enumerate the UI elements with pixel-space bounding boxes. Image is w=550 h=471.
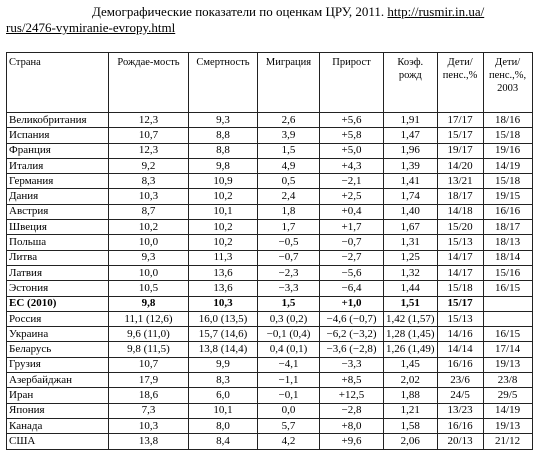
migration-cell: −0,1 (0,4) bbox=[258, 327, 320, 342]
table-row bbox=[7, 113, 533, 128]
death-rate-cell: 15,7 (14,6) bbox=[189, 327, 258, 342]
country-cell: Грузия bbox=[7, 357, 109, 372]
table-row bbox=[7, 403, 533, 418]
page-heading bbox=[6, 4, 546, 36]
birth-rate-cell: 13,8 bbox=[109, 434, 189, 449]
fertility-cell: 1,32 bbox=[384, 265, 438, 280]
migration-cell: 2,6 bbox=[258, 113, 320, 128]
children-pensioners-2003-cell: 21/12 bbox=[483, 434, 532, 449]
growth-cell: −6,2 (−3,2) bbox=[320, 327, 384, 342]
death-rate-cell: 6,0 bbox=[189, 388, 258, 403]
death-rate-cell: 10,2 bbox=[189, 235, 258, 250]
birth-rate-cell: 10,7 bbox=[109, 128, 189, 143]
country-cell: Латвия bbox=[7, 265, 109, 280]
children-pensioners-cell: 15/17 bbox=[437, 296, 483, 311]
migration-cell: −4,1 bbox=[258, 357, 320, 372]
birth-rate-cell: 9,6 (11,0) bbox=[109, 327, 189, 342]
header-birth-rate: Рождае-мость bbox=[109, 53, 189, 113]
source-link-part1[interactable]: http://rusmir.in.ua/ bbox=[387, 4, 485, 19]
table-row bbox=[7, 311, 533, 326]
growth-cell: +5,6 bbox=[320, 113, 384, 128]
country-cell: Иран bbox=[7, 388, 109, 403]
children-pensioners-2003-cell: 23/8 bbox=[483, 373, 532, 388]
children-pensioners-2003-cell: 14/19 bbox=[483, 158, 532, 173]
country-cell: Швеция bbox=[7, 220, 109, 235]
header-migration: Миграция bbox=[258, 53, 320, 113]
death-rate-cell: 16,0 (13,5) bbox=[189, 311, 258, 326]
migration-cell: 3,9 bbox=[258, 128, 320, 143]
growth-cell: +8,0 bbox=[320, 418, 384, 433]
birth-rate-cell: 10,7 bbox=[109, 357, 189, 372]
children-pensioners-cell: 14/16 bbox=[437, 327, 483, 342]
table-header bbox=[7, 53, 533, 113]
children-pensioners-2003-cell: 18/13 bbox=[483, 235, 532, 250]
children-pensioners-cell: 13/21 bbox=[437, 174, 483, 189]
children-pensioners-2003-cell: 15/18 bbox=[483, 128, 532, 143]
country-cell: Япония bbox=[7, 403, 109, 418]
fertility-cell: 1,31 bbox=[384, 235, 438, 250]
fertility-cell: 1,96 bbox=[384, 143, 438, 158]
fertility-cell: 1,58 bbox=[384, 418, 438, 433]
death-rate-cell: 13,8 (14,4) bbox=[189, 342, 258, 357]
growth-cell: +5,8 bbox=[320, 128, 384, 143]
table-row bbox=[7, 158, 533, 173]
migration-cell: 1,5 bbox=[258, 296, 320, 311]
growth-cell: +12,5 bbox=[320, 388, 384, 403]
fertility-cell: 1,40 bbox=[384, 204, 438, 219]
children-pensioners-2003-cell: 19/15 bbox=[483, 189, 532, 204]
table-row bbox=[7, 296, 533, 311]
fertility-cell: 1,39 bbox=[384, 158, 438, 173]
migration-cell: 1,5 bbox=[258, 143, 320, 158]
children-pensioners-cell: 14/17 bbox=[437, 250, 483, 265]
table-row bbox=[7, 250, 533, 265]
country-cell: США bbox=[7, 434, 109, 449]
table-row bbox=[7, 128, 533, 143]
death-rate-cell: 11,3 bbox=[189, 250, 258, 265]
children-pensioners-cell: 14/20 bbox=[437, 158, 483, 173]
birth-rate-cell: 8,7 bbox=[109, 204, 189, 219]
birth-rate-cell: 17,9 bbox=[109, 373, 189, 388]
death-rate-cell: 8,8 bbox=[189, 143, 258, 158]
country-cell: Канада bbox=[7, 418, 109, 433]
children-pensioners-cell: 19/17 bbox=[437, 143, 483, 158]
header-fertility: Коэф. рожд bbox=[384, 53, 438, 113]
growth-cell: +4,3 bbox=[320, 158, 384, 173]
birth-rate-cell: 7,3 bbox=[109, 403, 189, 418]
death-rate-cell: 8,0 bbox=[189, 418, 258, 433]
growth-cell: +2,5 bbox=[320, 189, 384, 204]
country-cell: Австрия bbox=[7, 204, 109, 219]
death-rate-cell: 10,2 bbox=[189, 189, 258, 204]
growth-cell: −3,6 (−2,8) bbox=[320, 342, 384, 357]
growth-cell: −5,6 bbox=[320, 265, 384, 280]
death-rate-cell: 9,3 bbox=[189, 113, 258, 128]
fertility-cell: 1,26 (1,49) bbox=[384, 342, 438, 357]
fertility-cell: 1,25 bbox=[384, 250, 438, 265]
country-cell: Эстония bbox=[7, 281, 109, 296]
header-row bbox=[7, 53, 533, 113]
country-cell: Литва bbox=[7, 250, 109, 265]
fertility-cell: 1,47 bbox=[384, 128, 438, 143]
fertility-cell: 2,02 bbox=[384, 373, 438, 388]
growth-cell: +0,4 bbox=[320, 204, 384, 219]
table-row bbox=[7, 388, 533, 403]
table-row bbox=[7, 235, 533, 250]
children-pensioners-cell: 17/17 bbox=[437, 113, 483, 128]
table-body bbox=[7, 113, 533, 450]
migration-cell: −0,7 bbox=[258, 250, 320, 265]
migration-cell: −2,3 bbox=[258, 265, 320, 280]
migration-cell: 4,2 bbox=[258, 434, 320, 449]
table-row bbox=[7, 434, 533, 449]
children-pensioners-2003-cell bbox=[483, 311, 532, 326]
death-rate-cell: 8,3 bbox=[189, 373, 258, 388]
fertility-cell: 1,28 (1,45) bbox=[384, 327, 438, 342]
fertility-cell: 1,41 bbox=[384, 174, 438, 189]
children-pensioners-cell: 15/20 bbox=[437, 220, 483, 235]
fertility-cell: 1,21 bbox=[384, 403, 438, 418]
growth-cell: +1,7 bbox=[320, 220, 384, 235]
children-pensioners-2003-cell: 15/18 bbox=[483, 174, 532, 189]
children-pensioners-2003-cell: 18/14 bbox=[483, 250, 532, 265]
table-row bbox=[7, 357, 533, 372]
migration-cell: 2,4 bbox=[258, 189, 320, 204]
table-row bbox=[7, 418, 533, 433]
growth-cell: −6,4 bbox=[320, 281, 384, 296]
children-pensioners-2003-cell: 29/5 bbox=[483, 388, 532, 403]
death-rate-cell: 13,6 bbox=[189, 281, 258, 296]
children-pensioners-cell: 23/6 bbox=[437, 373, 483, 388]
children-pensioners-cell: 16/16 bbox=[437, 357, 483, 372]
children-pensioners-cell: 13/23 bbox=[437, 403, 483, 418]
migration-cell: −1,1 bbox=[258, 373, 320, 388]
death-rate-cell: 8,8 bbox=[189, 128, 258, 143]
children-pensioners-cell: 14/17 bbox=[437, 265, 483, 280]
children-pensioners-cell: 15/18 bbox=[437, 281, 483, 296]
death-rate-cell: 10,3 bbox=[189, 296, 258, 311]
migration-cell: 0,3 (0,2) bbox=[258, 311, 320, 326]
heading-text: Демографические показатели по оценкам ЦРУ, 2011. bbox=[92, 4, 385, 19]
migration-cell: 0,4 (0,1) bbox=[258, 342, 320, 357]
children-pensioners-2003-cell: 15/16 bbox=[483, 265, 532, 280]
children-pensioners-cell: 24/5 bbox=[437, 388, 483, 403]
children-pensioners-2003-cell: 16/16 bbox=[483, 204, 532, 219]
children-pensioners-2003-cell: 18/17 bbox=[483, 220, 532, 235]
migration-cell: −0,1 bbox=[258, 388, 320, 403]
death-rate-cell: 10,9 bbox=[189, 174, 258, 189]
migration-cell: 0,0 bbox=[258, 403, 320, 418]
fertility-cell: 2,06 bbox=[384, 434, 438, 449]
children-pensioners-cell: 15/17 bbox=[437, 128, 483, 143]
children-pensioners-cell: 15/13 bbox=[437, 311, 483, 326]
country-cell: Италия bbox=[7, 158, 109, 173]
migration-cell: 4,9 bbox=[258, 158, 320, 173]
header-children-pensioners-2003: Дети/ пенс.,%, 2003 bbox=[483, 53, 532, 113]
header-death-rate: Смертность bbox=[189, 53, 258, 113]
country-cell: Великобритания bbox=[7, 113, 109, 128]
country-cell: ЕС (2010) bbox=[7, 296, 109, 311]
country-cell: Россия bbox=[7, 311, 109, 326]
country-cell: Испания bbox=[7, 128, 109, 143]
table-row bbox=[7, 327, 533, 342]
children-pensioners-2003-cell bbox=[483, 296, 532, 311]
growth-cell: −2,7 bbox=[320, 250, 384, 265]
table-row bbox=[7, 174, 533, 189]
birth-rate-cell: 11,1 (12,6) bbox=[109, 311, 189, 326]
fertility-cell: 1,44 bbox=[384, 281, 438, 296]
fertility-cell: 1,88 bbox=[384, 388, 438, 403]
fertility-cell: 1,45 bbox=[384, 357, 438, 372]
country-cell: Беларусь bbox=[7, 342, 109, 357]
children-pensioners-2003-cell: 16/15 bbox=[483, 281, 532, 296]
birth-rate-cell: 9,2 bbox=[109, 158, 189, 173]
fertility-cell: 1,67 bbox=[384, 220, 438, 235]
birth-rate-cell: 10,0 bbox=[109, 265, 189, 280]
demographics-table bbox=[6, 52, 533, 450]
fertility-cell: 1,42 (1,57) bbox=[384, 311, 438, 326]
death-rate-cell: 10,1 bbox=[189, 403, 258, 418]
migration-cell: 1,8 bbox=[258, 204, 320, 219]
birth-rate-cell: 10,5 bbox=[109, 281, 189, 296]
death-rate-cell: 10,1 bbox=[189, 204, 258, 219]
children-pensioners-2003-cell: 14/19 bbox=[483, 403, 532, 418]
migration-cell: −3,3 bbox=[258, 281, 320, 296]
birth-rate-cell: 10,3 bbox=[109, 418, 189, 433]
growth-cell: −4,6 (−0,7) bbox=[320, 311, 384, 326]
death-rate-cell: 9,9 bbox=[189, 357, 258, 372]
growth-cell: +8,5 bbox=[320, 373, 384, 388]
growth-cell: −0,7 bbox=[320, 235, 384, 250]
table-row bbox=[7, 342, 533, 357]
fertility-cell: 1,91 bbox=[384, 113, 438, 128]
fertility-cell: 1,74 bbox=[384, 189, 438, 204]
growth-cell: −3,3 bbox=[320, 357, 384, 372]
country-cell: Германия bbox=[7, 174, 109, 189]
birth-rate-cell: 9,3 bbox=[109, 250, 189, 265]
header-children-pensioners: Дети/ пенс.,% bbox=[437, 53, 483, 113]
table-row bbox=[7, 281, 533, 296]
header-country: Страна bbox=[7, 53, 109, 113]
source-link-part2[interactable]: rus/2476-vymiranie-evropy.html bbox=[6, 20, 176, 35]
children-pensioners-cell: 20/13 bbox=[437, 434, 483, 449]
children-pensioners-2003-cell: 18/16 bbox=[483, 113, 532, 128]
children-pensioners-2003-cell: 19/13 bbox=[483, 418, 532, 433]
growth-cell: −2,8 bbox=[320, 403, 384, 418]
children-pensioners-cell: 15/13 bbox=[437, 235, 483, 250]
birth-rate-cell: 12,3 bbox=[109, 143, 189, 158]
children-pensioners-2003-cell: 16/15 bbox=[483, 327, 532, 342]
children-pensioners-2003-cell: 19/16 bbox=[483, 143, 532, 158]
birth-rate-cell: 10,2 bbox=[109, 220, 189, 235]
death-rate-cell: 9,8 bbox=[189, 158, 258, 173]
birth-rate-cell: 12,3 bbox=[109, 113, 189, 128]
header-growth: Прирост bbox=[320, 53, 384, 113]
migration-cell: 0,5 bbox=[258, 174, 320, 189]
fertility-cell: 1,51 bbox=[384, 296, 438, 311]
children-pensioners-2003-cell: 17/14 bbox=[483, 342, 532, 357]
growth-cell: +9,6 bbox=[320, 434, 384, 449]
migration-cell: 1,7 bbox=[258, 220, 320, 235]
children-pensioners-cell: 18/17 bbox=[437, 189, 483, 204]
table-row bbox=[7, 189, 533, 204]
country-cell: Украина bbox=[7, 327, 109, 342]
table-row bbox=[7, 204, 533, 219]
migration-cell: −0,5 bbox=[258, 235, 320, 250]
growth-cell: +1,0 bbox=[320, 296, 384, 311]
birth-rate-cell: 18,6 bbox=[109, 388, 189, 403]
children-pensioners-2003-cell: 19/13 bbox=[483, 357, 532, 372]
country-cell: Польша bbox=[7, 235, 109, 250]
table-row bbox=[7, 220, 533, 235]
children-pensioners-cell: 14/18 bbox=[437, 204, 483, 219]
birth-rate-cell: 10,0 bbox=[109, 235, 189, 250]
children-pensioners-cell: 14/14 bbox=[437, 342, 483, 357]
birth-rate-cell: 10,3 bbox=[109, 189, 189, 204]
children-pensioners-cell: 16/16 bbox=[437, 418, 483, 433]
table-row bbox=[7, 373, 533, 388]
death-rate-cell: 10,2 bbox=[189, 220, 258, 235]
birth-rate-cell: 9,8 (11,5) bbox=[109, 342, 189, 357]
growth-cell: +5,0 bbox=[320, 143, 384, 158]
death-rate-cell: 8,4 bbox=[189, 434, 258, 449]
birth-rate-cell: 8,3 bbox=[109, 174, 189, 189]
growth-cell: −2,1 bbox=[320, 174, 384, 189]
death-rate-cell: 13,6 bbox=[189, 265, 258, 280]
country-cell: Азербайджан bbox=[7, 373, 109, 388]
table-row bbox=[7, 143, 533, 158]
birth-rate-cell: 9,8 bbox=[109, 296, 189, 311]
country-cell: Дания bbox=[7, 189, 109, 204]
migration-cell: 5,7 bbox=[258, 418, 320, 433]
table-row bbox=[7, 265, 533, 280]
country-cell: Франция bbox=[7, 143, 109, 158]
